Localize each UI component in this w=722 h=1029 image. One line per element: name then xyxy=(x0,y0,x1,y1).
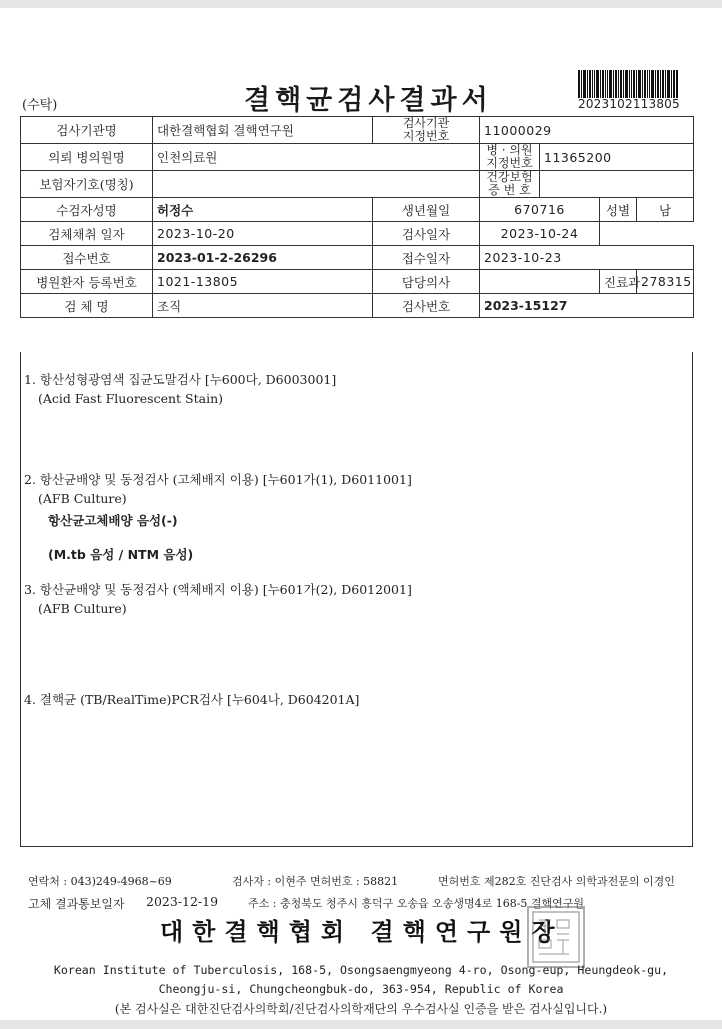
test-no-value: 2023-15127 xyxy=(480,294,694,318)
test-title: 1. 항산성형광염색 집균도말검사 [누600다, D6003001] xyxy=(24,372,337,387)
doctor-label: 담당의사 xyxy=(373,270,480,294)
barcode-image xyxy=(578,70,678,98)
test-date-value: 2023-10-24 xyxy=(480,222,600,246)
sex-label: 성별 xyxy=(600,198,637,222)
hospital-code-value: 11365200 xyxy=(540,144,694,171)
registration-value: 1021-13805 xyxy=(153,270,373,294)
birth-value: 670716 xyxy=(480,198,600,222)
receipt-label: (수탁) xyxy=(22,98,58,113)
test-subtitle: (AFB Culture) xyxy=(38,491,127,506)
doctor-value xyxy=(480,270,600,294)
organization-name: 대한결핵협회 결핵연구원장 xyxy=(160,917,564,946)
report-date-label: 고체 결과통보일자 xyxy=(28,897,125,911)
contact-info: 연락처 : 043)249-4968~69 xyxy=(28,875,172,888)
test-item-3 xyxy=(24,580,412,618)
receipt-date-value: 2023-10-23 xyxy=(480,246,694,270)
document-title: 결핵균검사결과서 xyxy=(244,85,493,116)
english-address-line-1: Korean Institute of Tuberculosis, 168-5, Osongsaengmyeong 4-ro, Osong-eup, Heungdeok-gu, xyxy=(53,963,669,977)
patient-value: 허정수 xyxy=(153,198,373,222)
birth-label: 생년월일 xyxy=(373,198,480,222)
receipt-no-label: 접수번호 xyxy=(21,246,153,270)
official-seal-icon xyxy=(527,906,585,968)
barcode-number: 2023102113805 xyxy=(578,97,680,111)
test-title: 2. 항산균배양 및 동정검사 (고체배지 이용) [누601가(1), D6011001] xyxy=(24,472,412,487)
bottom-border xyxy=(0,1020,722,1029)
test-date-label: 검사일자 xyxy=(373,222,480,246)
tester-info: 검사자 : 이현주 면허번호 : 58821 xyxy=(232,875,399,888)
receipt-no-value: 2023-01-2-26296 xyxy=(153,246,373,270)
receipt-date-label: 접수일자 xyxy=(373,246,480,270)
insurance-value xyxy=(540,171,694,198)
sex-value: 남 xyxy=(637,198,694,222)
patient-info-table xyxy=(20,116,694,318)
specimen-label: 검 체 명 xyxy=(21,294,153,318)
empty-cell xyxy=(600,222,694,246)
test-title: 4. 결핵균 (TB/RealTime)PCR검사 [누604나, D604201A] xyxy=(24,692,360,707)
mtb-ntm-result: (M.tb 음성 / NTM 음성) xyxy=(48,547,194,562)
solid-culture-result: 항산균고체배양 음성(-) xyxy=(48,513,178,528)
test-title: 3. 항산균배양 및 동정검사 (액체배지 이용) [누601가(2), D6012001] xyxy=(24,582,412,597)
address: 주소 : 충청북도 청주시 흥덕구 오송읍 오송생명4로 168-5 결핵연구원 xyxy=(248,897,585,910)
hospital-label: 의뢰 병의원명 xyxy=(21,144,153,171)
dept-label: 진료과 xyxy=(600,270,637,294)
test-no-label: 검사번호 xyxy=(373,294,480,318)
test-item-2 xyxy=(24,470,412,508)
test-item-4 xyxy=(24,690,359,709)
registration-label: 병원환자 등록번호 xyxy=(21,270,153,294)
hospital-value: 인천의료원 xyxy=(153,144,480,171)
insured-label: 보험자기호(명칭) xyxy=(21,171,153,198)
inst-code-label: 검사기관 지정번호 xyxy=(373,117,480,144)
top-border xyxy=(0,0,722,8)
collection-value: 2023-10-20 xyxy=(153,222,373,246)
collection-label: 검체채취 일자 xyxy=(21,222,153,246)
test-subtitle: (AFB Culture) xyxy=(38,601,127,616)
hospital-code-label: 병 · 의원 지정번호 xyxy=(480,144,540,171)
specimen-value: 조직 xyxy=(153,294,373,318)
institution-label: 검사기관명 xyxy=(21,117,153,144)
english-address-line-2: Cheongju-si, Chungcheongbuk-do, 363-954, Republic of Korea xyxy=(158,982,564,996)
dept-value: 278315 xyxy=(637,270,694,294)
license-info: 면허번호 제282호 진단검사 의학과전문의 이경인 xyxy=(438,875,675,888)
test-subtitle: (Acid Fast Fluorescent Stain) xyxy=(38,391,224,406)
inst-code-value: 11000029 xyxy=(480,117,694,144)
report-date-value: 2023-12-19 xyxy=(146,894,219,909)
insured-value xyxy=(153,171,480,198)
test-item-1 xyxy=(24,370,336,408)
institution-value: 대한결핵협회 결핵연구원 xyxy=(153,117,373,144)
insurance-label: 건강보험 증 번 호 xyxy=(480,171,540,198)
patient-label: 수검자성명 xyxy=(21,198,153,222)
certification-note: (본 검사실은 대한진단검사의학회/진단검사의학재단의 우수검사실 인증을 받은 검사실입니다.) xyxy=(114,1002,608,1016)
